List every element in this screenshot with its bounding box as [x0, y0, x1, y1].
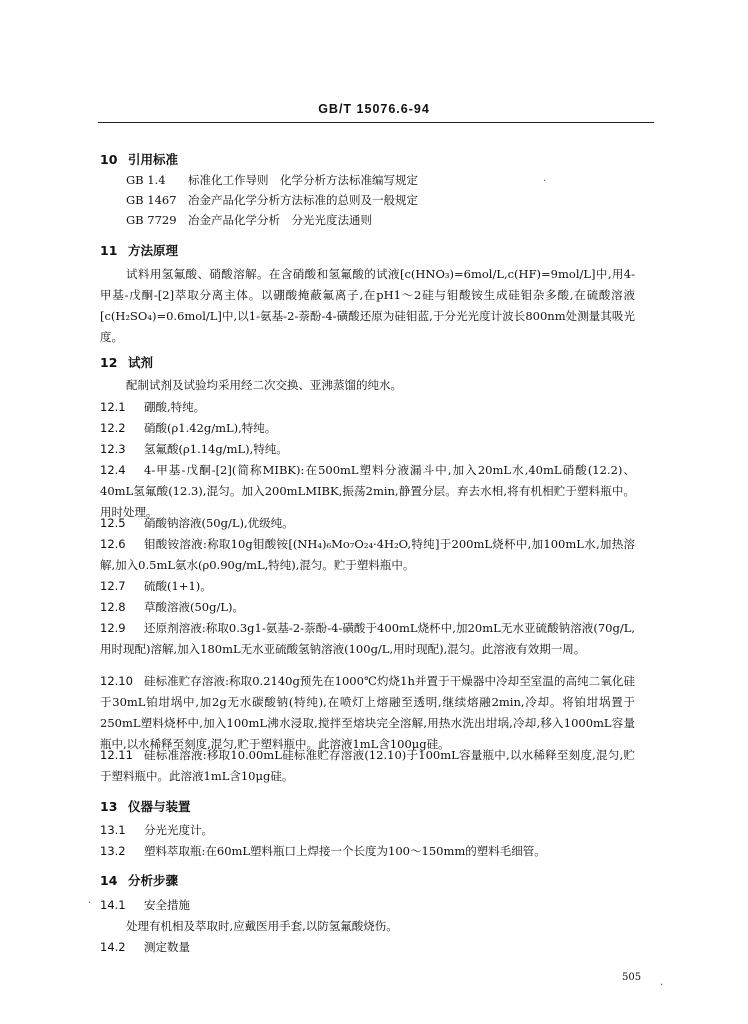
item-number: 12.11 [100, 748, 133, 762]
section-14-heading [100, 871, 178, 889]
reference-1 [126, 170, 418, 191]
item-text: 硼酸,特纯。 [144, 400, 206, 414]
reference-2 [126, 190, 418, 211]
section-title: 引用标准 [128, 152, 179, 167]
header-rule [98, 122, 654, 123]
section-number: 13 [100, 799, 118, 814]
item-12-11-text: 硅标准溶液:移取10.00mL硅标准贮存溶液(12.10)于100mL容量瓶中,以水稀释至刻度,混匀,贮于塑料瓶中。此溶液1mL含10μg硅。 [100, 748, 635, 783]
item-12-8 [100, 597, 244, 618]
section-title: 分析步骤 [128, 873, 179, 888]
scan-mark: · [543, 176, 547, 187]
item-number: 12.1 [100, 400, 126, 414]
section-title: 试剂 [128, 355, 154, 370]
item-13-2 [100, 841, 546, 862]
item-number: 13.2 [100, 844, 126, 858]
item-text: 塑料萃取瓶:在60mL塑料瓶口上焊接一个长度为100～150mm的塑料毛细管。 [144, 844, 546, 858]
section-12-intro: 配制试剂及试验均采用经二次交换、亚沸蒸馏的纯水。 [126, 378, 402, 392]
section-number: 10 [100, 152, 118, 167]
section-number: 12 [100, 355, 118, 370]
item-text: 分光光度计。 [144, 823, 213, 837]
item-number: 13.1 [100, 823, 126, 837]
item-13-1 [100, 820, 213, 841]
item-number: 12.4 [100, 463, 126, 477]
item-12-1 [100, 397, 205, 418]
item-14-1 [100, 895, 190, 916]
reference-title: 标准化工作导则 化学分析方法标准编写规定 [188, 173, 418, 187]
item-12-6-text: 钼酸铵溶液:称取10g钼酸铵[(NH₄)₆Mo₇O₂₄·4H₂O,特纯]于200mL烧杯中,加100mL水,加热溶解,加入0.5mL氨水(ρ0.90g/mL,特纯),混匀。贮于塑料瓶中。 [100, 537, 635, 572]
item-text: 测定数量 [144, 940, 190, 954]
section-13-heading [100, 797, 191, 815]
item-number: 12.3 [100, 442, 126, 456]
item-14-2 [100, 937, 190, 958]
item-text: 氢氟酸(ρ1.14g/mL),特纯。 [144, 442, 288, 456]
section-12-heading [100, 353, 153, 371]
reference-code: GB 7729 [126, 213, 177, 227]
section-title: 仪器与装置 [128, 799, 191, 814]
reference-3 [126, 210, 372, 231]
item-12-2 [100, 418, 276, 439]
item-number: 12.5 [100, 516, 126, 530]
item-12-9-text: 还原剂溶液:称取0.3g1-氨基-2-萘酚-4-磺酸于400mL烧杯中,加20mL无水亚硫酸钠溶液(70g/L,用时现配)溶解,加入180mL无水亚硫酸氢钠溶液(100g/L,用时现配),混匀。此溶液有效期一周。 [100, 621, 635, 656]
reference-title: 冶金产品化学分析 分光光度法通则 [188, 213, 372, 227]
section-number: 11 [100, 243, 118, 258]
section-title: 方法原理 [128, 243, 179, 258]
section-11-heading [100, 241, 178, 259]
scan-mark: · [88, 898, 92, 909]
item-text: 硫酸(1+1)。 [144, 579, 212, 593]
section-11-paragraph: 试料用氢氟酸、硝酸溶解。在含硝酸和氢氟酸的试液[c(HNO₃)=6mol/L,c(HF)=9mol/L]中,用4-甲基-戊酮-[2]萃取分离主体。以硼酸掩蔽氟离子,在pH1～2硅与钼酸铵生成硅钼杂多酸,在硫酸溶液[c(H₂SO₄)=0.6mol/L]中,以1-氨基-2-萘酚-4-磺酸还原为硅钼蓝,于分光光度计波长800nm处测量其吸光度。 [100, 267, 635, 344]
section-number: 14 [100, 873, 118, 888]
item-number: 12.10 [100, 674, 133, 688]
item-text: 草酸溶液(50g/L)。 [144, 600, 244, 614]
reference-code: GB 1.4 [126, 173, 166, 187]
page-number: 505 [622, 972, 642, 983]
item-12-10-text: 硅标准贮存溶液:称取0.2140g预先在1000℃灼烧1h并置于干燥器中冷却至室温的高纯二氧化硅于30mL铂坩埚中,加2g无水碳酸钠(特纯),在喷灯上熔融至透明,继续熔融2min,冷却。将铂坩埚置于250mL塑料烧杯中,加入100mL沸水浸取,搅拌至熔块完全溶解,用热水洗出坩埚,冷却,移入1000mL容量瓶中,以水稀释至刻度,混匀,贮于塑料瓶中。此溶液1mL含100μg硅。 [100, 674, 635, 751]
item-text: 硝酸(ρ1.42g/mL),特纯。 [144, 421, 277, 435]
page-header: GB/T 15076.6-94 [318, 102, 430, 116]
item-number: 14.2 [100, 940, 126, 954]
item-number: 12.9 [100, 621, 126, 635]
item-12-4-text: 4-甲基-戊酮-[2](简称MIBK):在500mL塑料分液漏斗中,加入20mL水,40mL硝酸(12.2)、40mL氢氟酸(12.3),混匀。加入200mLMIBK,振荡2min,静置分层。弃去水相,将有机相贮于塑料瓶中。用时处理。 [100, 463, 635, 519]
item-text: 硝酸钠溶液(50g/L),优级纯。 [144, 516, 294, 530]
item-number: 12.8 [100, 600, 126, 614]
item-12-3 [100, 439, 288, 460]
scan-mark: · [660, 980, 664, 991]
item-14-1-detail: 处理有机相及萃取时,应戴医用手套,以防氢氟酸烧伤。 [126, 919, 398, 933]
reference-title: 冶金产品化学分析方法标准的总则及一般规定 [188, 193, 418, 207]
section-10-heading [100, 150, 178, 168]
item-12-5 [100, 513, 294, 534]
item-12-7 [100, 576, 212, 597]
reference-code: GB 1467 [126, 193, 177, 207]
item-number: 12.7 [100, 579, 126, 593]
item-text: 安全措施 [144, 898, 190, 912]
item-number: 12.6 [100, 537, 126, 551]
item-number: 12.2 [100, 421, 126, 435]
item-number: 14.1 [100, 898, 126, 912]
